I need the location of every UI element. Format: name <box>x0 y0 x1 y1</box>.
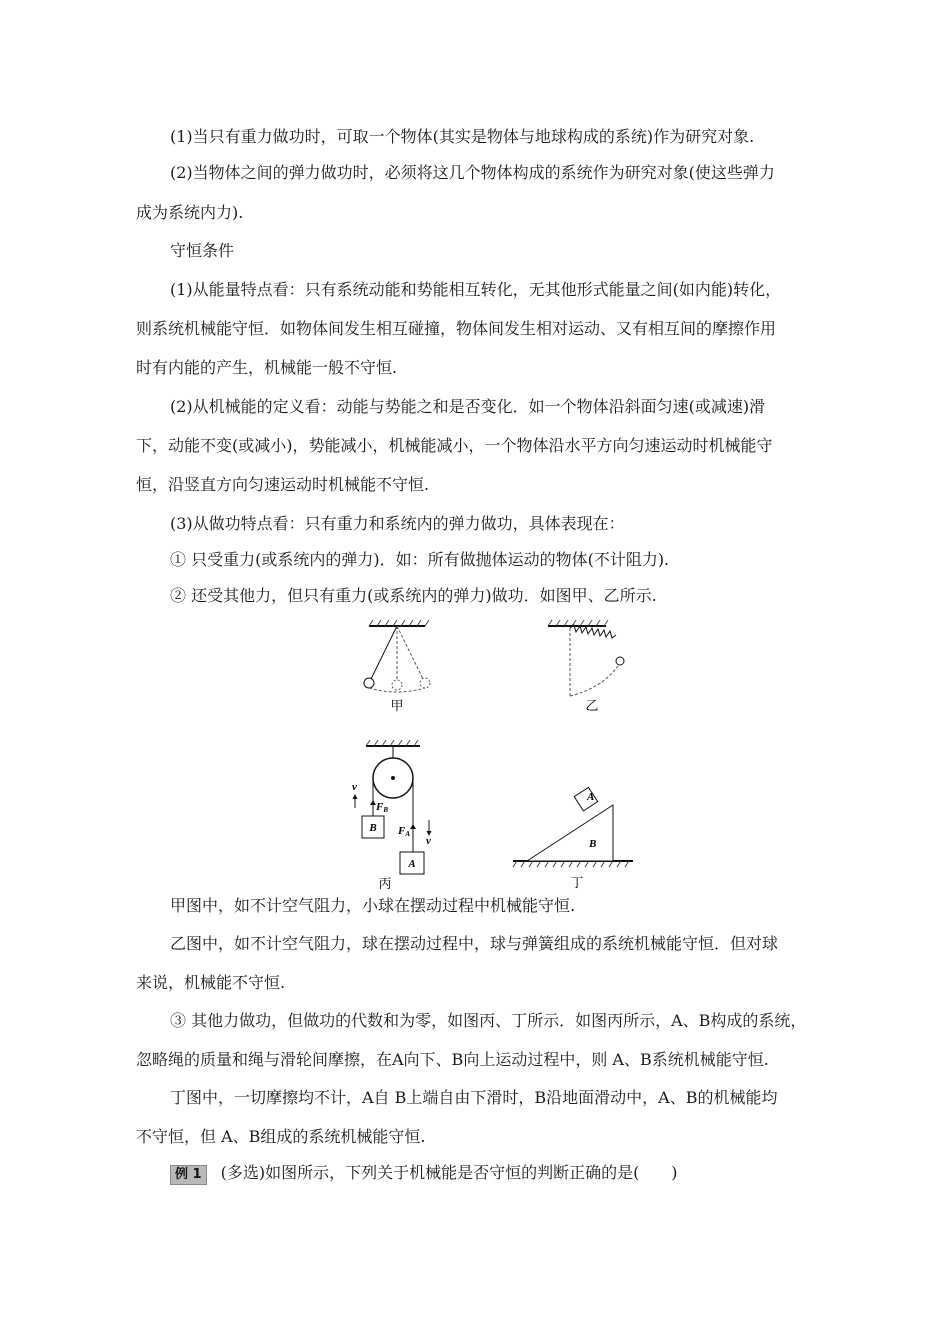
paragraph-4-line-1: (2)从机械能的定义看：动能与势能之和是否变化．如一个物体沿斜面匀速(或减速)滑 <box>170 397 766 416</box>
block-a-label: A <box>408 858 416 870</box>
example-question: (多选)如图所示，下列关于机械能是否守恒的判断正确的是( ) <box>220 1163 678 1182</box>
paragraph-11-line-2: 不守恒，但 A、B组成的系统机械能守恒. <box>136 1127 426 1146</box>
figure-yi <box>540 618 650 718</box>
paragraph-9-line-1: 乙图中，如不计空气阻力，球在摆动过程中，球与弹簧组成的系统机械能守恒．但对球 <box>170 934 779 953</box>
paragraph-6: ① 只受重力(或系统内的弹力)．如：所有做抛体运动的物体(不计阻力). <box>170 550 670 569</box>
paragraph-5: (3)从做功特点看：只有重力和系统内的弹力做功，具体表现在： <box>170 514 625 533</box>
example-1 <box>170 1163 870 1185</box>
paragraph-10-line-2: 忽略绳的质量和绳与滑轮间摩擦，在A向下、B向上运动过程中，则 A、B系统机械能守恒. <box>136 1050 769 1069</box>
figure-ding <box>505 765 640 895</box>
velocity-b-label: v <box>352 781 357 793</box>
figure-ding-label: 丁 <box>570 876 584 891</box>
figure-bing <box>340 738 450 893</box>
paragraph-9-line-2: 来说，机械能不守恒. <box>136 973 286 992</box>
force-fb-label: FB <box>376 801 389 814</box>
paragraph-3-line-3: 时有内能的产生，机械能一般不守恒. <box>136 358 398 377</box>
paragraph-2-line-1: (2)当物体之间的弹力做功时，必须将这几个物体构成的系统作为研究对象(使这些弹力 <box>170 163 775 182</box>
force-fa-label: FA <box>398 825 411 838</box>
paragraph-3-line-2: 则系统机械能守恒．如物体间发生相互碰撞，物体间发生相对运动、又有相互间的摩擦作用 <box>136 319 777 338</box>
paragraph-1: (1)当只有重力做功时，可取一个物体(其实是物体与地球构成的系统)作为研究对象. <box>170 127 755 146</box>
figure-bing-label: 丙 <box>378 877 392 892</box>
figure-yi-label: 乙 <box>585 699 599 714</box>
paragraph-8: 甲图中，如不计空气阻力，小球在摆动过程中机械能守恒. <box>170 896 576 915</box>
paragraph-4-line-2: 下，动能不变(或减小)，势能减小，机械能减小，一个物体沿水平方向匀速运动时机械能守 <box>136 436 773 455</box>
example-badge: 例 1 <box>170 1165 207 1185</box>
wedge-block-a-label: A <box>587 791 595 803</box>
section-heading: 守恒条件 <box>170 241 235 260</box>
figure-jia-label: 甲 <box>390 699 404 714</box>
paragraph-4-line-3: 恒，沿竖直方向匀速运动时机械能不守恒. <box>136 475 430 494</box>
paragraph-3-line-1: (1)从能量特点看：只有系统动能和势能相互转化，无其他形式能量之间(如内能)转化， <box>170 280 782 299</box>
figure-jia <box>345 618 445 718</box>
block-b-label: B <box>369 822 377 834</box>
paragraph-7: ② 还受其他力，但只有重力(或系统内的弹力)做功．如图甲、乙所示. <box>170 586 657 605</box>
paragraph-11-line-1: 丁图中，一切摩擦均不计，A自 B上端自由下滑时，B沿地面滑动中，A、B的机械能均 <box>170 1088 778 1107</box>
wedge-b-label: B <box>589 838 597 850</box>
velocity-a-label: v <box>426 835 431 847</box>
paragraph-10-line-1: ③ 其他力做功，但做功的代数和为零，如图丙、丁所示．如图丙所示，A、B构成的系统， <box>170 1011 807 1030</box>
paragraph-2-line-2: 成为系统内力). <box>136 203 244 222</box>
